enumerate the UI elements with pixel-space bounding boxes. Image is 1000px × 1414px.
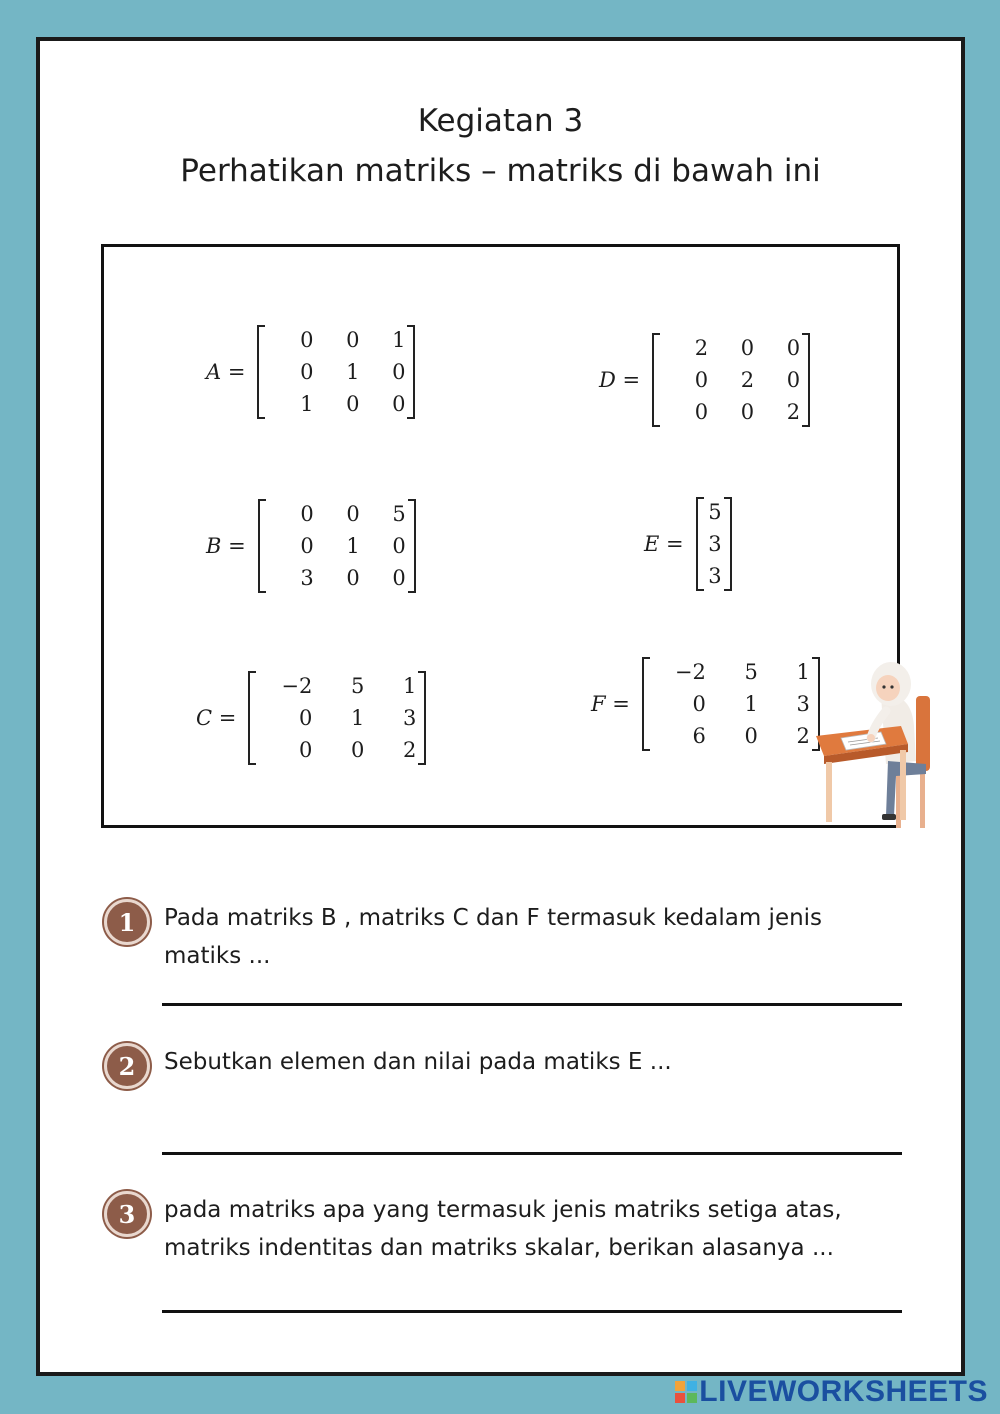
- matrix-b-grid: [258, 499, 416, 593]
- matrix-cell: 0: [392, 392, 406, 416]
- matrix-c-label: C =: [196, 706, 237, 730]
- matrix-cell: 0: [346, 392, 360, 416]
- question-2-answer-line[interactable]: [162, 1152, 902, 1155]
- matrix-a-label: A =: [206, 360, 246, 384]
- brand-name: LIVEWORKSHEETS: [699, 1375, 988, 1408]
- matrix-cell: 0: [740, 336, 755, 360]
- matrix-f-label: F =: [591, 692, 630, 716]
- liveworksheets-logo-icon: [675, 1381, 697, 1403]
- matrix-b: [206, 499, 416, 593]
- matrix-cell: 2: [796, 724, 810, 748]
- matrix-cell: 0: [300, 328, 314, 352]
- matrix-a: [206, 325, 415, 419]
- matrix-cell: 5: [708, 500, 722, 524]
- matrix-cell: 0: [298, 738, 313, 762]
- question-2-text: Sebutkan elemen dan nilai pada matiks E ...: [164, 1049, 672, 1075]
- matrix-cell: 0: [786, 368, 801, 392]
- matrix-f-grid: [642, 657, 820, 751]
- question-3-text: pada matriks apa yang termasuk jenis matriks setiga atas, matriks indentitas dan matriks skalar, berikan alasanya ...: [164, 1197, 842, 1261]
- matrix-e: [644, 497, 732, 591]
- matrix-panel: [101, 244, 900, 828]
- matrix-cell: 2: [694, 336, 709, 360]
- question-1-answer-line[interactable]: [162, 1003, 902, 1006]
- matrix-cell: 1: [402, 674, 417, 698]
- matrix-cell: 0: [346, 502, 360, 526]
- matrix-cell: 3: [402, 706, 417, 730]
- matrix-cell: −2: [281, 674, 313, 698]
- matrix-cell: 0: [694, 368, 709, 392]
- matrix-cell: 2: [786, 400, 801, 424]
- matrix-e-grid: [696, 497, 732, 591]
- matrix-cell: 0: [740, 400, 755, 424]
- matrix-cell: 3: [708, 532, 722, 556]
- matrix-cell: 0: [300, 534, 314, 558]
- worksheet-page: [36, 37, 965, 1376]
- matrix-cell: 0: [350, 738, 365, 762]
- matrix-d: [599, 333, 810, 427]
- question-1-badge: 1: [104, 899, 150, 945]
- matrix-cell: 0: [392, 534, 406, 558]
- matrix-cell: 1: [796, 660, 810, 684]
- matrix-b-label: B =: [206, 534, 246, 558]
- matrix-d-label: D =: [599, 368, 641, 392]
- matrix-cell: 5: [744, 660, 758, 684]
- matrix-c: [196, 671, 426, 765]
- matrix-cell: 0: [300, 360, 314, 384]
- matrix-cell: 0: [392, 566, 406, 590]
- instruction-heading: Perhatikan matriks – matriks di bawah ini: [180, 153, 821, 189]
- matrix-cell: 1: [744, 692, 758, 716]
- matrix-cell: 2: [740, 368, 755, 392]
- matrix-f: [591, 657, 820, 751]
- matrix-cell: 5: [350, 674, 365, 698]
- matrix-cell: 0: [392, 360, 406, 384]
- matrix-cell: 2: [402, 738, 417, 762]
- student-desk-illustration: [816, 656, 946, 836]
- matrix-c-grid: [248, 671, 426, 765]
- matrix-cell: 0: [346, 566, 360, 590]
- activity-title: Kegiatan 3: [417, 103, 584, 139]
- matrix-cell: −2: [674, 660, 706, 684]
- matrix-cell: 0: [346, 328, 360, 352]
- matrix-cell: 0: [300, 502, 314, 526]
- matrix-cell: 0: [298, 706, 313, 730]
- matrix-cell: 0: [694, 400, 709, 424]
- matrix-cell: 3: [300, 566, 314, 590]
- matrix-cell: 3: [796, 692, 810, 716]
- matrix-cell: 0: [692, 692, 706, 716]
- matrix-a-grid: [257, 325, 415, 419]
- question-3-badge: 3: [104, 1191, 150, 1237]
- liveworksheets-logo[interactable]: [675, 1374, 988, 1410]
- matrix-cell: 3: [708, 564, 722, 588]
- matrix-cell: 6: [692, 724, 706, 748]
- matrix-cell: 1: [346, 360, 360, 384]
- question-2-badge: 2: [104, 1043, 150, 1089]
- matrix-cell: 0: [744, 724, 758, 748]
- matrix-cell: 5: [392, 502, 406, 526]
- matrix-cell: 0: [786, 336, 801, 360]
- question-3-answer-line[interactable]: [162, 1310, 902, 1313]
- matrix-cell: 1: [392, 328, 406, 352]
- matrix-d-grid: [652, 333, 810, 427]
- matrix-e-label: E =: [644, 532, 684, 556]
- matrix-cell: 1: [346, 534, 360, 558]
- matrix-cell: 1: [300, 392, 314, 416]
- matrix-cell: 1: [350, 706, 365, 730]
- question-1-text: Pada matriks B , matriks C dan F termasuk kedalam jenis matiks ...: [164, 905, 823, 969]
